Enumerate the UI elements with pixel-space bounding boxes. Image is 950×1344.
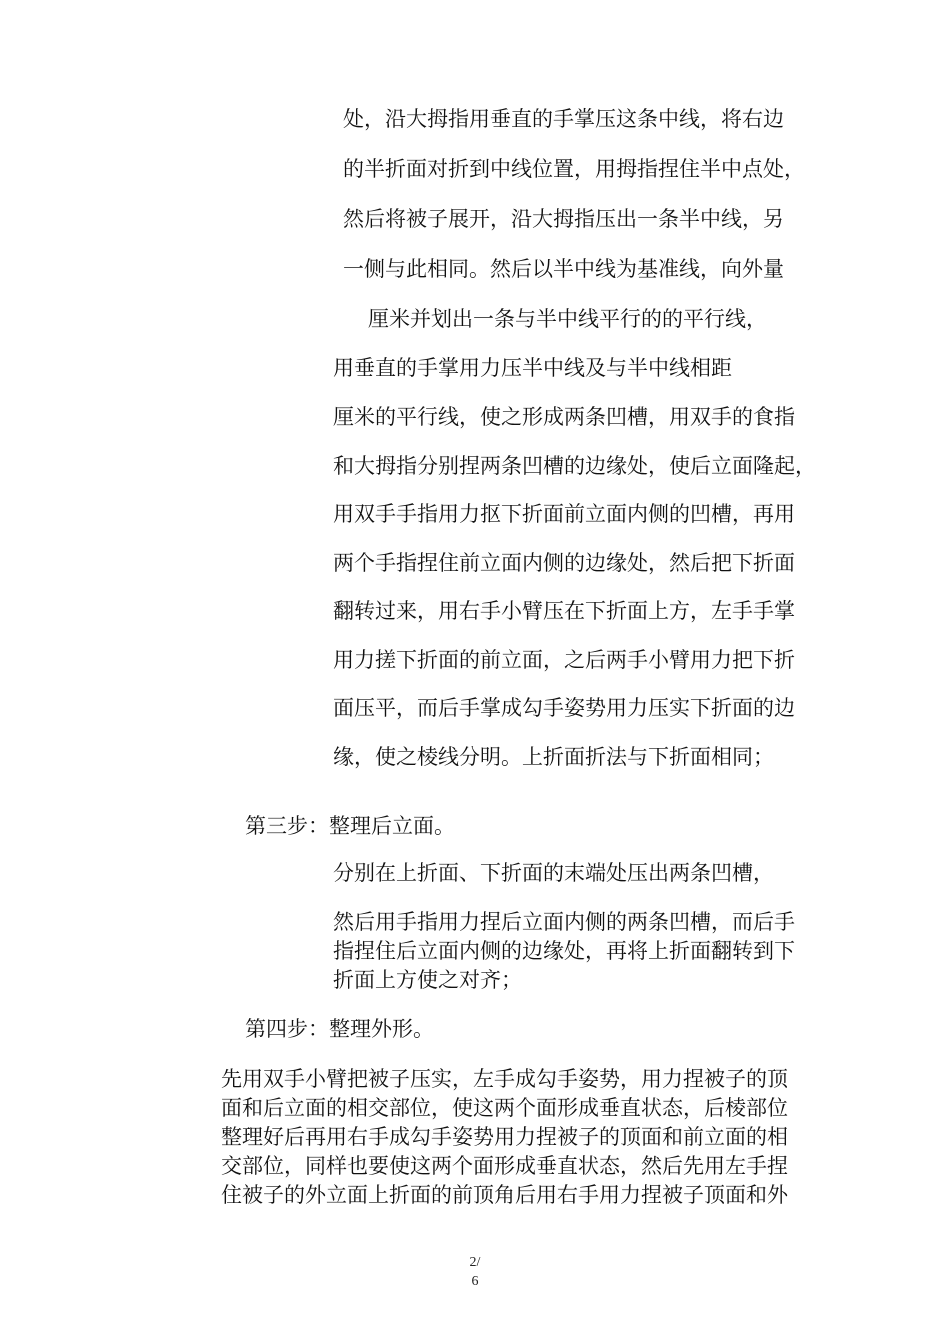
- text-line: 面压平，而后手掌成勾手姿势用力压实下折面的边: [333, 696, 795, 720]
- page-number-total: 6: [471, 1274, 479, 1289]
- text-line: 用力搓下折面的前立面，之后两手小臂用力把下折: [333, 648, 795, 672]
- text-line: 处，沿大拇指用垂直的手掌压这条中线，将右边: [343, 107, 784, 131]
- text-line: 面和后立面的相交部位，使这两个面形成垂直状态，后棱部位: [221, 1096, 788, 1120]
- text-line: 指捏住后立面内侧的边缘处，再将上折面翻转到下: [333, 939, 795, 963]
- text-line: 先用双手小臂把被子压实，左手成勾手姿势，用力捏被子的顶: [221, 1067, 788, 1091]
- text-line: 分别在上折面、下折面的末端处压出两条凹槽，: [333, 861, 774, 885]
- text-line: 用垂直的手掌用力压半中线及与半中线相距: [333, 356, 732, 380]
- page-number: 2/: [469, 1255, 481, 1270]
- text-line: 的半折面对折到中线位置，用拇指捏住半中点处，: [343, 157, 805, 181]
- step-heading: 第四步：整理外形。: [245, 1017, 434, 1041]
- text-line: 一侧与此相同。然后以半中线为基准线，向外量: [343, 257, 784, 281]
- text-line: 两个手指捏住前立面内侧的边缘处，然后把下折面: [333, 551, 795, 575]
- text-line: 翻转过来，用右手小臂压在下折面上方，左手手掌: [333, 599, 795, 623]
- text-line: 折面上方使之对齐；: [333, 968, 522, 992]
- text-line: 厘米并划出一条与半中线平行的的平行线，: [368, 307, 767, 331]
- text-line: 用双手手指用力抠下折面前立面内侧的凹槽，再用: [333, 502, 795, 526]
- text-line: 和大拇指分别捏两条凹槽的边缘处，使后立面隆起，: [333, 454, 816, 478]
- text-line: 住被子的外立面上折面的前顶角后用右手用力捏被子顶面和外: [221, 1183, 788, 1207]
- text-line: 缘，使之棱线分明。上折面折法与下折面相同；: [333, 745, 774, 769]
- step-heading: 第三步：整理后立面。: [245, 814, 455, 838]
- text-line: 交部位，同样也要使这两个面形成垂直状态，然后先用左手捏: [221, 1154, 788, 1178]
- text-line: 厘米的平行线，使之形成两条凹槽，用双手的食指: [333, 405, 795, 429]
- text-line: 然后将被子展开，沿大拇指压出一条半中线，另: [343, 207, 784, 231]
- text-line: 然后用手指用力捏后立面内侧的两条凹槽，而后手: [333, 910, 795, 934]
- text-line: 整理好后再用右手成勾手姿势用力捏被子的顶面和前立面的相: [221, 1125, 788, 1149]
